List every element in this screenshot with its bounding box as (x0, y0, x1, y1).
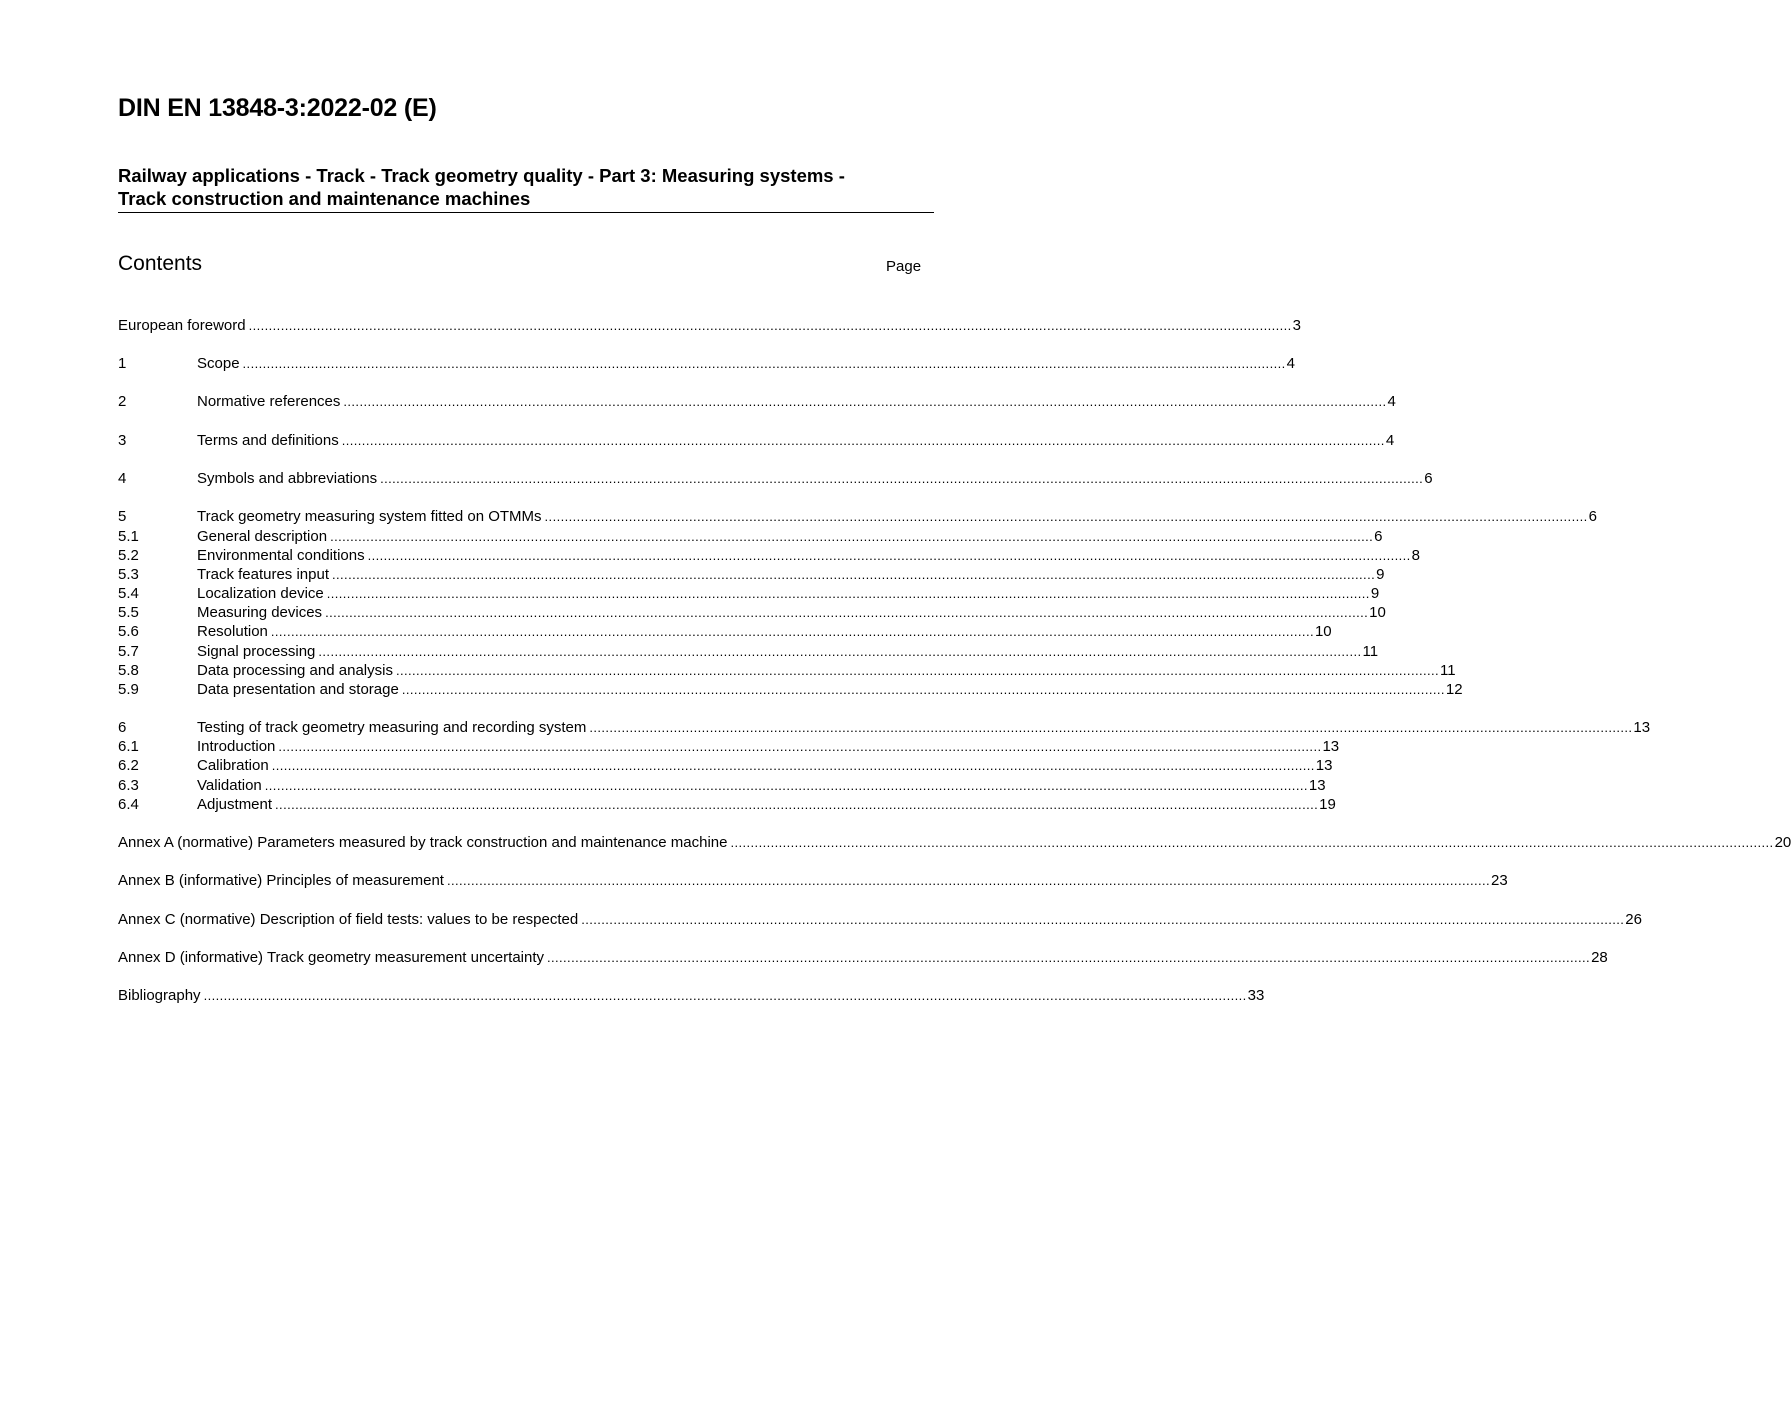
toc-title: Track features input (197, 566, 330, 583)
toc-dot-leader: .................................................................................................................................................................................................................................................................... (547, 950, 1591, 965)
toc-page-number: 4 (1385, 432, 1395, 449)
page-column-label: Page (886, 258, 922, 275)
toc-page-number: 13 (1308, 777, 1326, 794)
toc-title: Calibration (197, 757, 269, 774)
toc-page-number: 19 (1319, 796, 1336, 813)
toc-entry-6-3[interactable] (118, 776, 1326, 795)
toc-title: Annex D (informative) Track geometry measurement uncertainty (118, 949, 544, 966)
toc-title: Annex C (normative) Description of field tests: values to be respected (118, 911, 579, 928)
toc-page-number: 26 (1625, 911, 1642, 928)
toc-dot-leader: .................................................................................................................................................................................................................................................................... (330, 529, 1374, 544)
toc-entry-6[interactable] (118, 718, 1651, 737)
toc-number: 5.4 (118, 585, 139, 602)
toc-title: Adjustment (197, 796, 273, 813)
contents-heading: Contents (118, 252, 203, 275)
toc-page-number: 12 (1445, 681, 1463, 698)
toc-entry-5-2[interactable] (118, 546, 1421, 565)
toc-dot-leader: .................................................................................................................................................................................................................................................................... (446, 873, 1491, 888)
toc-entry-5-1[interactable] (118, 527, 1383, 546)
toc-number: 6.2 (118, 757, 139, 774)
toc-dot-leader: .................................................................................................................................................................................................................................................................... (242, 356, 1286, 371)
toc-entry-annex-d[interactable] (118, 948, 1608, 967)
document-title (118, 164, 934, 213)
toc-entry-3[interactable] (118, 431, 1395, 450)
toc-number: 5.1 (118, 528, 139, 545)
toc-title: Scope (197, 355, 240, 372)
toc-dot-leader: .................................................................................................................................................................................................................................................................... (332, 567, 1376, 582)
toc-dot-leader: .................................................................................................................................................................................................................................................................... (367, 548, 1411, 563)
toc-entry-annex-a[interactable] (118, 833, 1791, 852)
toc-number: 5.3 (118, 566, 139, 583)
toc-entry-2[interactable] (118, 392, 1396, 411)
toc-title: Testing of track geometry measuring and recording system (197, 719, 587, 736)
toc-dot-leader: .................................................................................................................................................................................................................................................................... (589, 720, 1633, 735)
toc-page-number: 4 (1387, 393, 1396, 410)
toc-dot-leader: .................................................................................................................................................................................................................................................................... (248, 318, 1292, 333)
toc-number: 5.9 (118, 681, 139, 698)
toc-number: 5.8 (118, 662, 139, 679)
toc-dot-leader: .................................................................................................................................................................................................................................................................... (341, 433, 1385, 448)
toc-entry-5[interactable] (118, 507, 1597, 526)
toc-dot-leader: .................................................................................................................................................................................................................................................................... (581, 912, 1625, 927)
toc-dot-leader: .................................................................................................................................................................................................................................................................... (380, 471, 1424, 486)
toc-title: Annex A (normative) Parameters measured by track construction and maintenance machine (118, 834, 728, 851)
document-title-line-2: Track construction and maintenance machines (118, 188, 531, 209)
toc-number: 3 (118, 432, 127, 449)
toc-dot-leader: .................................................................................................................................................................................................................................................................... (325, 605, 1369, 620)
toc-page-number: 13 (1633, 719, 1651, 736)
toc-dot-leader: .................................................................................................................................................................................................................................................................... (326, 586, 1370, 601)
toc-entry-5-6[interactable] (118, 622, 1332, 641)
toc-number: 2 (118, 393, 127, 410)
toc-number: 4 (118, 470, 127, 487)
toc-page-number: 8 (1411, 547, 1421, 564)
toc-entry-1[interactable] (118, 354, 1295, 373)
document-id: DIN EN 13848-3:2022-02 (E) (118, 94, 437, 122)
toc-entry-6-1[interactable] (118, 737, 1340, 756)
toc-dot-leader: .................................................................................................................................................................................................................................................................... (278, 739, 1322, 754)
toc-entry-5-3[interactable] (118, 565, 1385, 584)
toc-entry-5-7[interactable] (118, 642, 1379, 661)
toc-number: 5.5 (118, 604, 139, 621)
toc-number: 1 (118, 355, 127, 372)
toc-dot-leader: .................................................................................................................................................................................................................................................................... (264, 778, 1308, 793)
toc-page-number: 13 (1315, 757, 1333, 774)
toc-entry-annex-b[interactable] (118, 871, 1508, 890)
toc-title: European foreword (118, 317, 246, 334)
toc-number: 5.2 (118, 547, 139, 564)
toc-number: 5.7 (118, 643, 139, 660)
toc-page-number: 6 (1588, 508, 1597, 525)
toc-dot-leader: .................................................................................................................................................................................................................................................................... (318, 644, 1362, 659)
toc-entry-5-8[interactable] (118, 661, 1456, 680)
toc-entry-5-9[interactable] (118, 680, 1463, 699)
toc-page-number: 28 (1591, 949, 1608, 966)
toc-title: Bibliography (118, 987, 201, 1004)
toc-dot-leader: .................................................................................................................................................................................................................................................................... (270, 624, 1314, 639)
toc-dot-leader: .................................................................................................................................................................................................................................................................... (395, 663, 1440, 678)
toc-page-number: 20 (1774, 834, 1791, 851)
toc-page-number: 11 (1362, 643, 1379, 660)
toc-page-number: 23 (1491, 872, 1508, 889)
toc-number: 6.4 (118, 796, 139, 813)
toc-title: General description (197, 528, 328, 545)
toc-title: Data presentation and storage (197, 681, 399, 698)
toc-title: Data processing and analysis (197, 662, 393, 679)
toc-title: Annex B (informative) Principles of measurement (118, 872, 444, 889)
toc-title: Localization device (197, 585, 324, 602)
toc-page-number: 11 (1440, 662, 1456, 679)
toc-page-number: 6 (1424, 470, 1433, 487)
toc-dot-leader: .................................................................................................................................................................................................................................................................... (203, 988, 1247, 1003)
toc-page-number: 3 (1292, 317, 1302, 334)
toc-entry-6-4[interactable] (118, 795, 1336, 814)
toc-page-number: 9 (1370, 585, 1380, 602)
toc-title: Resolution (197, 623, 268, 640)
toc-title: Symbols and abbreviations (197, 470, 378, 487)
toc-page-number: 4 (1286, 355, 1295, 372)
toc-title: Introduction (197, 738, 276, 755)
toc-number: 6.1 (118, 738, 139, 755)
toc-page-number: 9 (1376, 566, 1385, 583)
toc-entry-annex-c[interactable] (118, 910, 1642, 929)
toc-entry-bibliography[interactable] (118, 986, 1265, 1005)
toc-entry-foreword[interactable] (118, 316, 1302, 335)
toc-title: Terms and definitions (197, 432, 339, 449)
toc-title: Environmental conditions (197, 547, 365, 564)
toc-dot-leader: .................................................................................................................................................................................................................................................................... (730, 835, 1774, 850)
toc-dot-leader: .................................................................................................................................................................................................................................................................... (271, 758, 1315, 773)
toc-page-number: 13 (1322, 738, 1340, 755)
toc-number: 6 (118, 719, 127, 736)
toc-number: 5 (118, 508, 127, 525)
toc-dot-leader: .................................................................................................................................................................................................................................................................... (343, 394, 1387, 409)
toc-title: Signal processing (197, 643, 316, 660)
toc-number: 6.3 (118, 777, 139, 794)
toc-page-number: 33 (1247, 987, 1265, 1004)
toc-title: Measuring devices (197, 604, 323, 621)
toc-dot-leader: .................................................................................................................................................................................................................................................................... (401, 682, 1445, 697)
toc-page-number: 6 (1374, 528, 1383, 545)
toc-entry-5-4[interactable] (118, 584, 1380, 603)
toc-dot-leader: .................................................................................................................................................................................................................................................................... (275, 797, 1319, 812)
document-title-line-1: Railway applications - Track - Track geometry quality - Part 3: Measuring systems - (118, 165, 845, 186)
toc-title: Normative references (197, 393, 341, 410)
toc-title: Validation (197, 777, 262, 794)
toc-number: 5.6 (118, 623, 139, 640)
toc-dot-leader: .................................................................................................................................................................................................................................................................... (544, 509, 1588, 524)
toc-page-number: 10 (1369, 604, 1386, 621)
toc-page-number: 10 (1314, 623, 1332, 640)
toc-title: Track geometry measuring system fitted on OTMMs (197, 508, 542, 525)
toc-entry-4[interactable] (118, 469, 1433, 488)
toc-entry-6-2[interactable] (118, 756, 1333, 775)
toc-entry-5-5[interactable] (118, 603, 1386, 622)
